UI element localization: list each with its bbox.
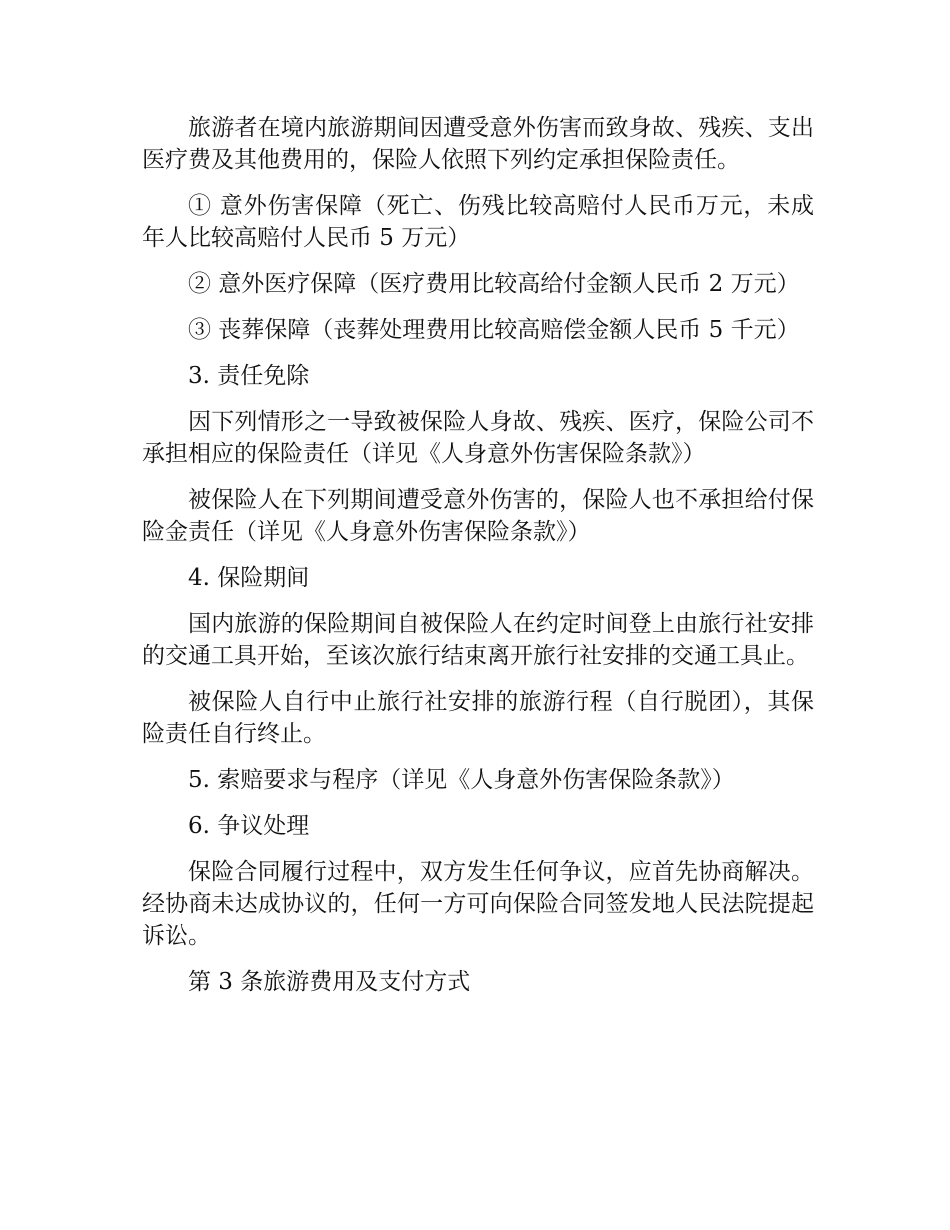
paragraph-accident-coverage: ① 意外伤害保障（死亡、伤残比较高赔付人民币万元，未成年人比较高赔付人民币 5 万元）	[142, 193, 814, 251]
paragraph-exclusions-2: 被保险人在下列期间遭受意外伤害的，保险人也不承担给付保险金责任（详见《人身意外伤害保险条款》）	[142, 487, 814, 545]
paragraph-medical-coverage: ② 意外医疗保障（医疗费用比较高给付金额人民币 2 万元）	[188, 271, 800, 297]
document-page	[142, 112, 814, 1012]
paragraph-dispute: 保险合同履行过程中，双方发生任何争议，应首先协商解决。经协商未达成协议的，任何一方可向保险合同签发地人民法院提起诉讼。	[142, 859, 814, 949]
heading-dispute: 6. 争议处理	[188, 813, 310, 839]
heading-claims: 5. 索赔要求与程序（详见《人身意外伤害保险条款》）	[188, 767, 735, 793]
paragraph-funeral-coverage: ③ 丧葬保障（丧葬处理费用比较高赔偿金额人民币 5 千元）	[188, 317, 800, 343]
paragraph-exclusions-1: 因下列情形之一导致被保险人身故、残疾、医疗，保险公司不承担相应的保险责任（详见《人身意外伤害保险条款》）	[142, 409, 814, 467]
paragraph-period-termination: 被保险人自行中止旅行社安排的旅游行程（自行脱团），其保险责任自行终止。	[142, 689, 814, 747]
paragraph-period-start-end: 国内旅游的保险期间自被保险人在约定时间登上由旅行社安排的交通工具开始，至该次旅行结束离开旅行社安排的交通工具止。	[142, 611, 814, 669]
paragraph-liability-intro: 旅游者在境内旅游期间因遭受意外伤害而致身故、残疾、支出医疗费及其他费用的，保险人依照下列约定承担保险责任。	[142, 115, 814, 173]
heading-insurance-period: 4. 保险期间	[188, 565, 310, 591]
heading-article-3: 第 3 条旅游费用及支付方式	[188, 969, 471, 995]
heading-exclusions: 3. 责任免除	[188, 363, 310, 389]
